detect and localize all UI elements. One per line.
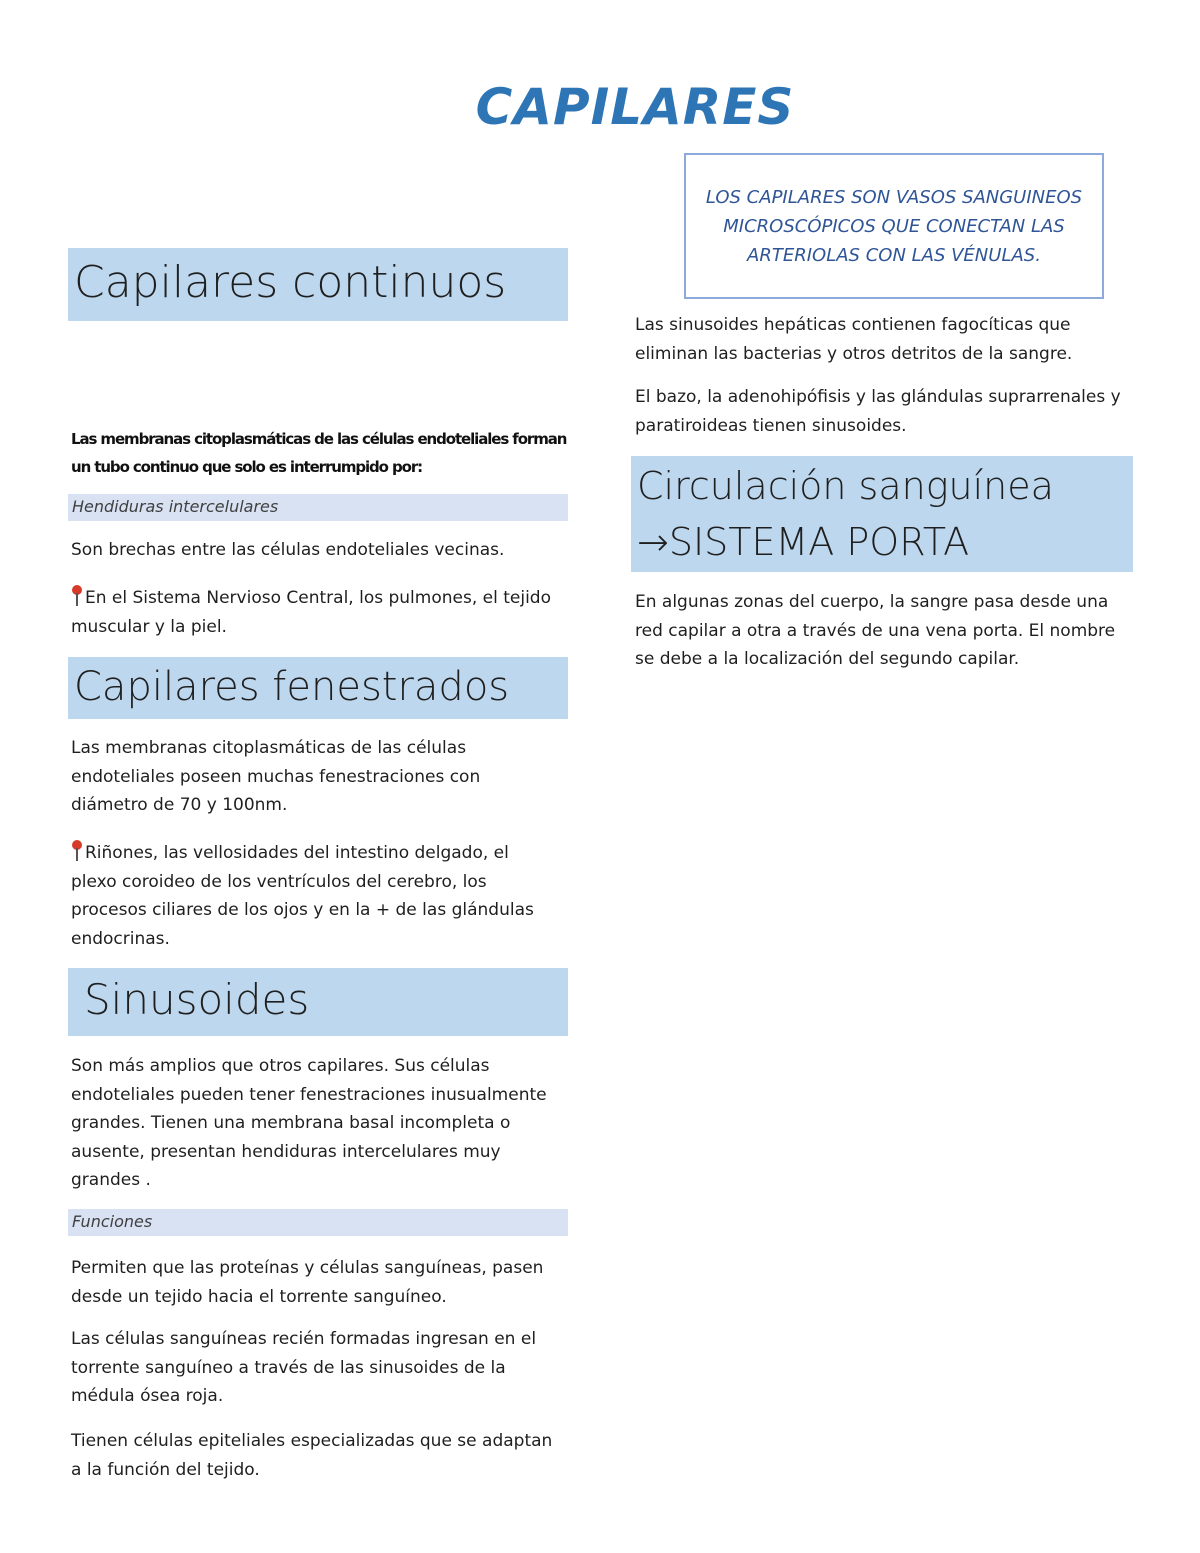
pushpin-icon bbox=[71, 585, 83, 607]
continuos-intro-line2: un tubo continuo que solo es interrumpido por: bbox=[71, 458, 423, 476]
circulacion-p1: En algunas zonas del cuerpo, la sangre pasa desde una red capilar a otra a través de una vena porta. El nombre se debe a la localización del segundo capilar. bbox=[635, 592, 1116, 669]
continuos-p2 bbox=[71, 584, 566, 641]
heading-sinusoides: Sinusoides bbox=[68, 968, 568, 1036]
heading-circulacion-sanguinea bbox=[631, 456, 1133, 572]
fenestrados-p2 bbox=[71, 839, 551, 953]
page-title: CAPILARES bbox=[475, 78, 795, 136]
continuos-p1: Son brechas entre las células endoteliales vecinas. bbox=[71, 540, 505, 560]
sinusoides-p1: Son más amplios que otros capilares. Sus células endoteliales pueden tener fenestraciones inusualmente grandes. Tienen una membrana basal incompleta o ausente, presentan hendiduras intercelulares muy grandes . bbox=[71, 1056, 547, 1190]
continuos-intro-line1: Las membranas citoplasmáticas de las células endoteliales forman bbox=[71, 430, 567, 448]
subheading-funciones: Funciones bbox=[68, 1209, 568, 1236]
sinusoides-p2: Permiten que las proteínas y células sanguíneas, pasen desde un tejido hacia el torrente sanguíneo. bbox=[71, 1258, 544, 1307]
continuos-p2-text: En el Sistema Nervioso Central, los pulmones, el tejido muscular y la piel. bbox=[71, 588, 551, 637]
fenestrados-p1: Las membranas citoplasmáticas de las células endoteliales poseen muchas fenestraciones con diámetro de 70 y 100nm. bbox=[71, 738, 481, 815]
heading-capilares-fenestrados: Capilares fenestrados bbox=[68, 657, 568, 719]
subheading-hendiduras: Hendiduras intercelulares bbox=[68, 494, 568, 521]
right-p2: El bazo, la adenohipófisis y las glándulas suprarrenales y paratiroideas tienen sinusoides. bbox=[635, 387, 1121, 436]
callout-text: LOS CAPILARES SON VASOS SANGUINEOS MICROSCÓPICOS QUE CONECTAN LAS ARTERIOLAS CON LAS VÉNULAS. bbox=[705, 186, 1083, 266]
continuos-intro bbox=[71, 425, 571, 481]
sinusoides-p3: Las células sanguíneas recién formadas ingresan en el torrente sanguíneo a través de las sinusoides de la médula ósea roja. bbox=[71, 1329, 537, 1406]
right-p1: Las sinusoides hepáticas contienen fagocíticas que eliminan las bacterias y otros detritos de la sangre. bbox=[635, 315, 1073, 364]
pushpin-icon bbox=[71, 840, 83, 862]
fenestrados-p2-text: Riñones, las vellosidades del intestino delgado, el plexo coroideo de los ventrículos del cerebro, los procesos ciliares de los ojos y en la + de las glándulas endocrinas. bbox=[71, 843, 534, 949]
definition-callout bbox=[684, 153, 1104, 299]
sinusoides-p4: Tienen células epiteliales especializadas que se adaptan a la función del tejido. bbox=[71, 1431, 553, 1480]
circulacion-heading-line1: Circulación sanguínea bbox=[637, 464, 1054, 508]
circulacion-heading-line2: →SISTEMA PORTA bbox=[637, 520, 970, 564]
heading-capilares-continuos: Capilares continuos bbox=[68, 248, 568, 321]
